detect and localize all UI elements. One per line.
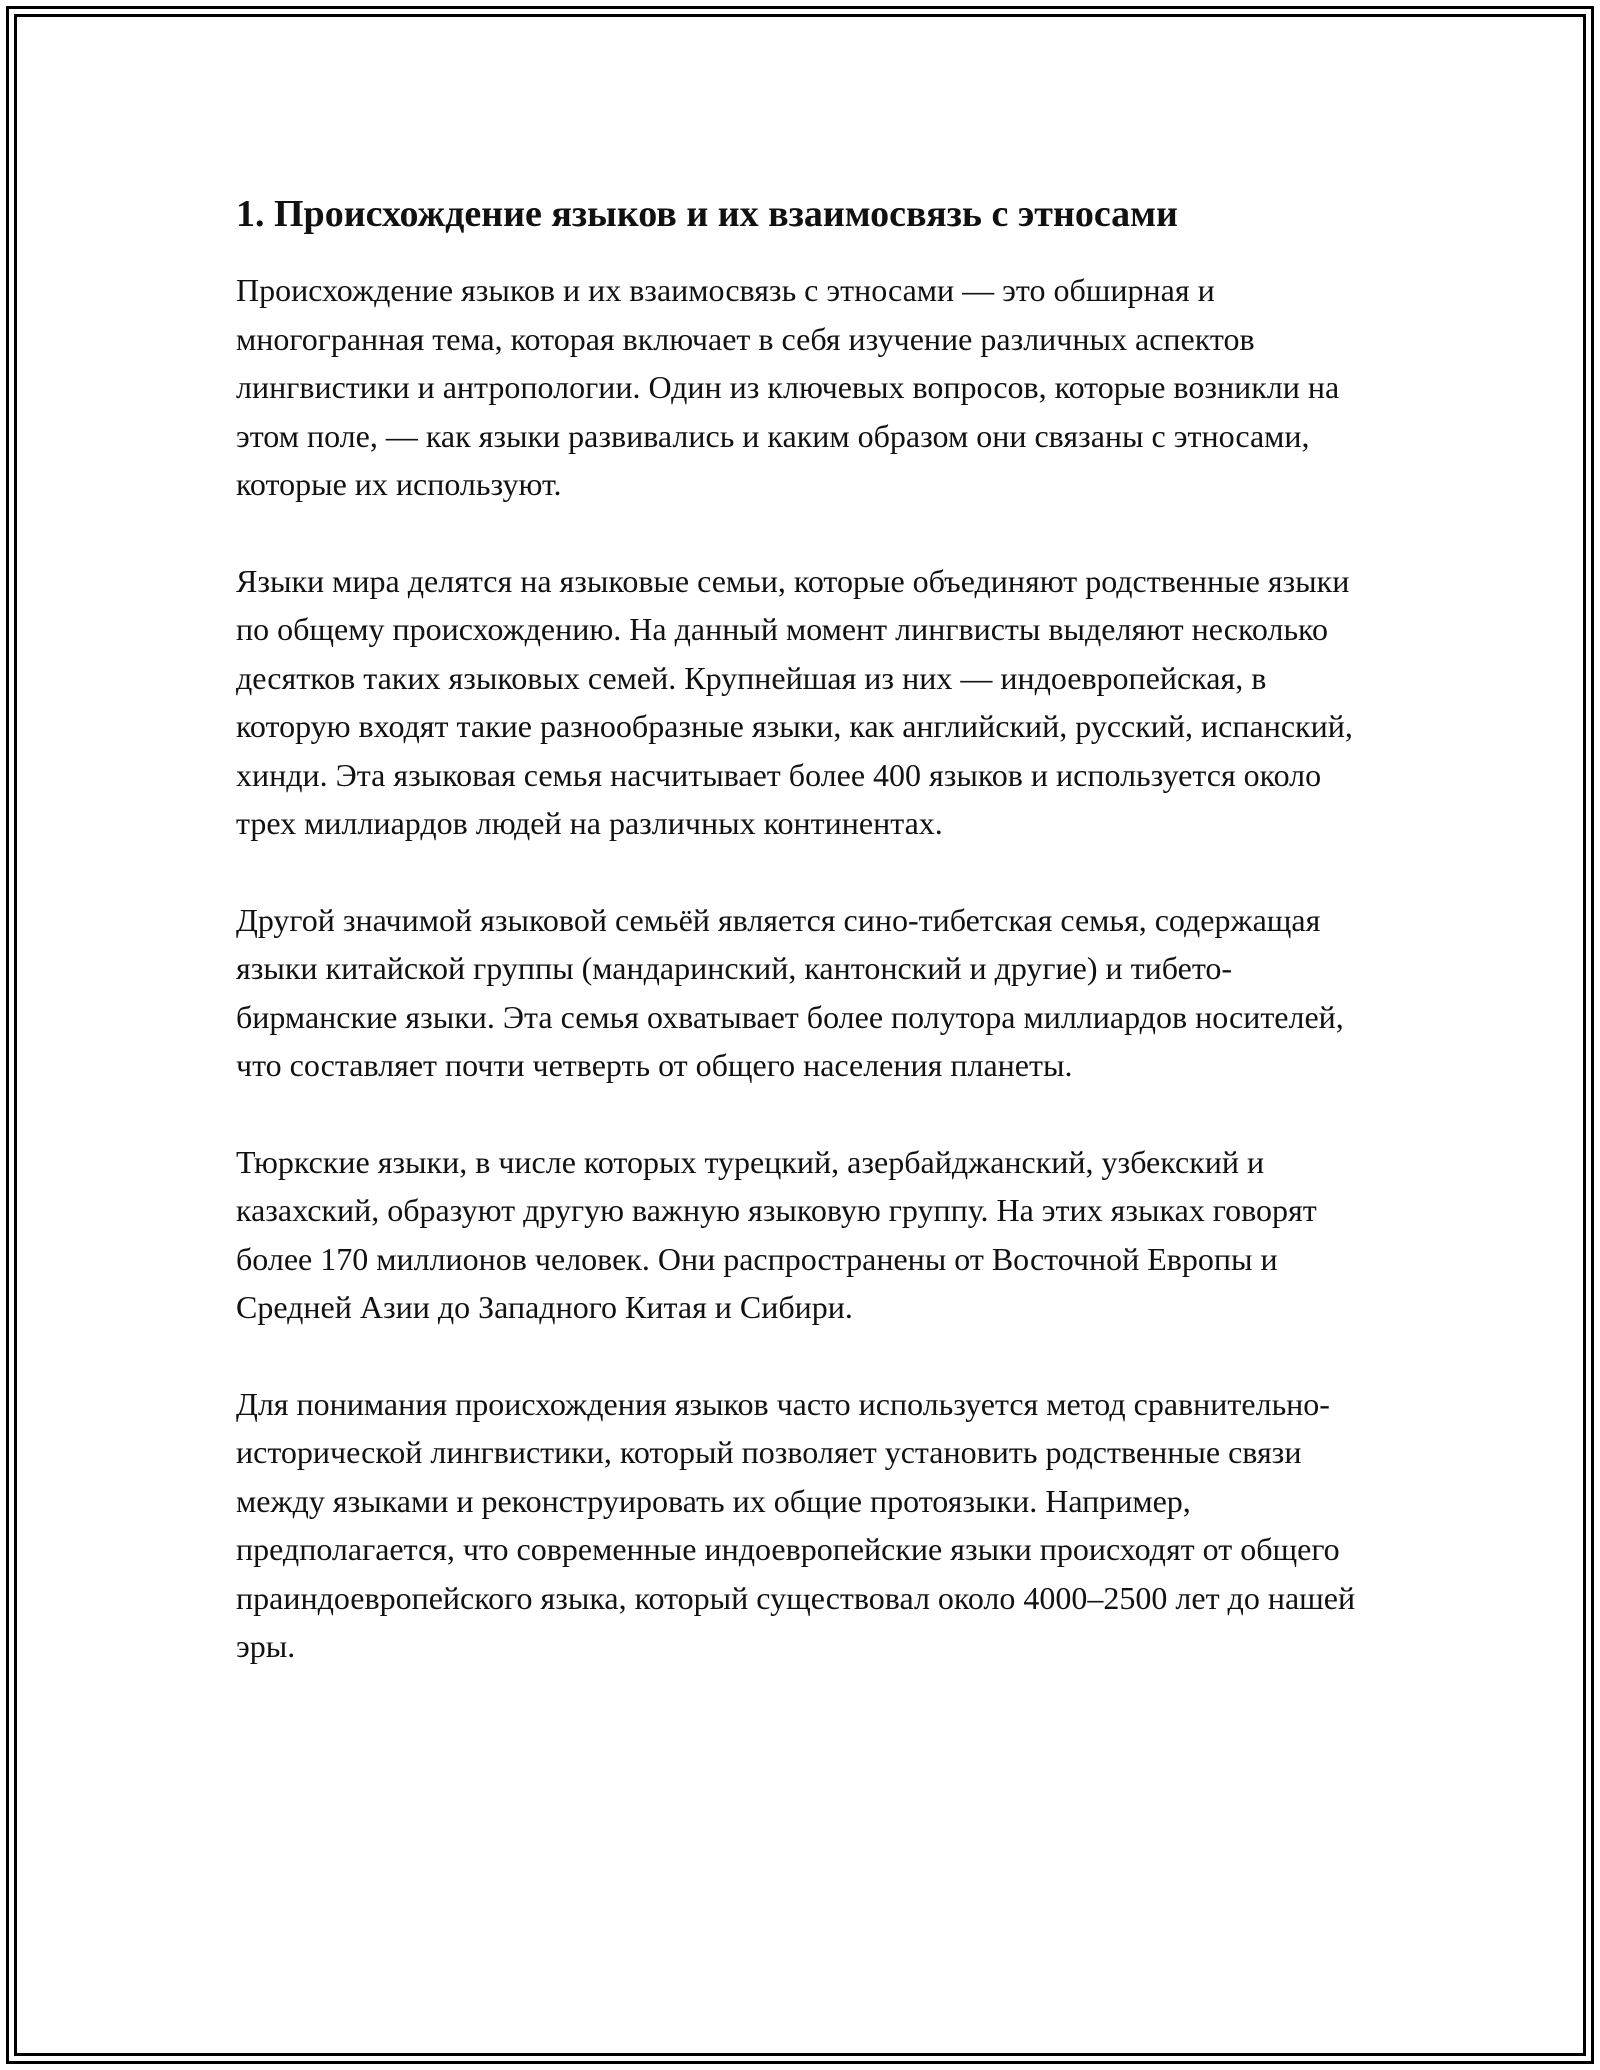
- document-body: [236, 188, 1386, 1719]
- paragraph-origin-overview: Происхождение языков и их взаимосвязь с этносами — это обширная и многогранная тема, которая включает в себя изучение различных аспектов лингвистики и антропологии. Один из ключевых вопросов, которые возникли на этом поле, — как языки развивались и каким образом они связаны с этносами, которые их используют.: [236, 272, 1340, 502]
- paragraph-language-families: Языки мира делятся на языковые семьи, которые объединяют родственные языки по общему происхождению. На данный момент лингвисты выделяют несколько десятков таких языковых семей. Крупнейшая из них — индоевропейская, в которую входят такие разнообразные языки, как английский, русский, испанский, хинди. Эта языковая семья насчитывает более 400 языков и используется около трех миллиардов людей на различных континентах.: [236, 562, 1353, 841]
- paragraph-sino-tibetan: Другой значимой языковой семьёй является сино-тибетская семья, содержащая языки китайской группы (мандаринский, кантонский и другие) и тибето-бирманские языки. Эта семья охватывает более полутора миллиардов носителей, что составляет почти четверть от общего населения планеты.: [236, 901, 1344, 1083]
- paragraph-turkic: Тюркские языки, в числе которых турецкий, азербайджанский, узбекский и казахский, образуют другую важную языковую группу. На этих языках говорят более 170 миллионов человек. Они распространены от Восточной Европы и Средней Азии до Западного Китая и Сибири.: [236, 1143, 1317, 1325]
- section-title: 1. Происхождение языков и их взаимосвязь с этносами: [236, 193, 1178, 235]
- paragraph-comparative-method: Для понимания происхождения языков часто используется метод сравнительно-исторической лингвистики, который позволяет установить родственные связи между языками и реконструировать их общие протоязыки. Например, предполагается, что современные индоевропейские языки происходят от общего праиндоевропейского языка, который существовал около 4000–2500 лет до нашей эры.: [236, 1385, 1356, 1664]
